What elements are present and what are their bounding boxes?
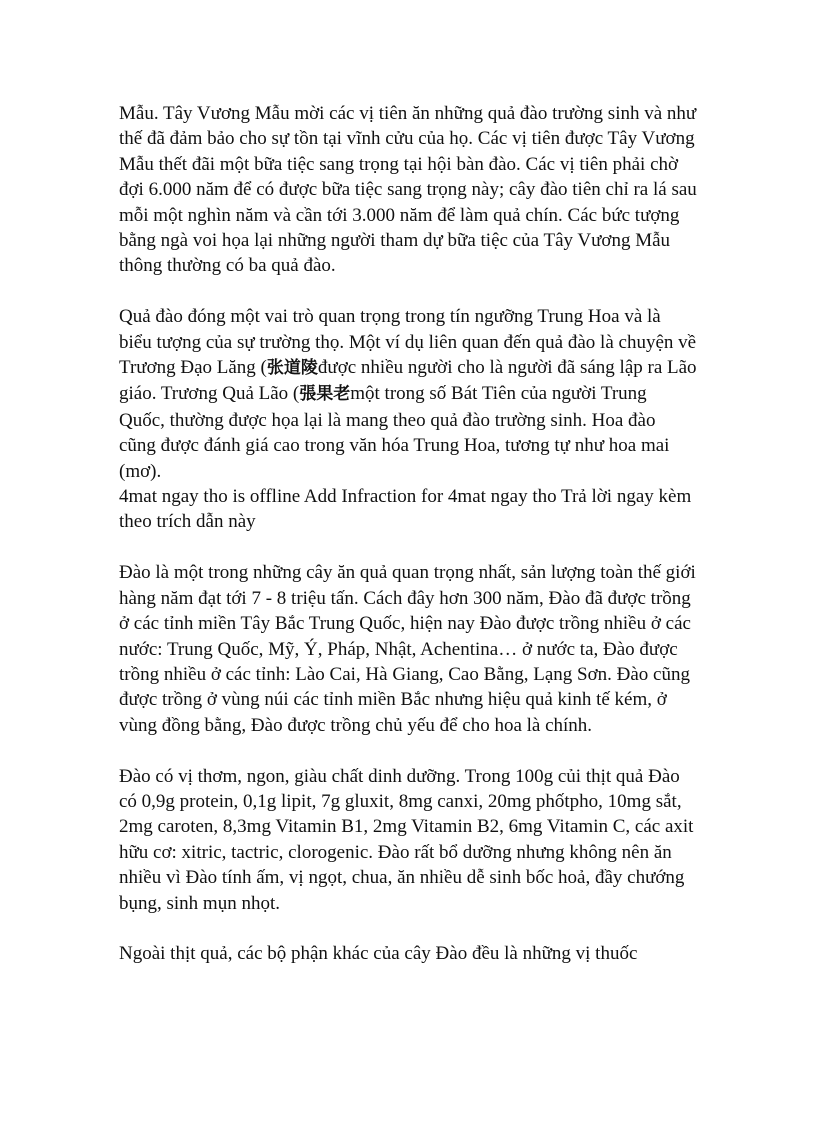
chinese-name-truong-qua-lao: 張果老 bbox=[299, 384, 351, 405]
paragraph-text-segment: được nhiều người cho là người đã sáng lập ra Lão giáo. Trương Quả Lão ( bbox=[119, 357, 697, 405]
paragraph-spacer bbox=[119, 535, 697, 560]
document-body bbox=[119, 101, 697, 967]
paragraph-text-segment: Quả đào đóng một vai trò quan trọng trong tín ngưỡng Trung Hoa và là biểu tượng của sự trường thọ. Một ví dụ liên quan đến quả đào là chuyện về Trương Đạo Lăng ( bbox=[119, 306, 697, 379]
paragraph-tay-vuong-mau: Mẫu. Tây Vương Mẫu mời các vị tiên ăn những quả đào trường sinh và như thế đã đảm bảo cho sự tồn tại vĩnh cửu của họ. Các vị tiên được Tây Vương Mẫu thết đãi một bữa tiệc sang trọng tại hội bàn đào. Các vị tiên phải chờ đợi 6.000 năm để có được bữa tiệc sang trọng này; cây đào tiên chỉ ra lá sau mỗi một nghìn năm và cần tới 3.000 năm để làm quả chín. Các bức tượng bằng ngà voi họa lại những người tham dự bữa tiệc của Tây Vương Mẫu thông thường có ba quả đào. bbox=[119, 103, 697, 277]
chinese-name-truong-dao-lang: 张道陵 bbox=[266, 358, 318, 379]
forum-post-footer: 4mat ngay tho is offline Add Infraction for 4mat ngay tho Trả lời ngay kèm theo trích dẫn này bbox=[119, 486, 692, 533]
paragraph-peach-cultivation: Đào là một trong những cây ăn quả quan trọng nhất, sản lượng toàn thế giới hàng năm đạt tới 7 - 8 triệu tấn. Cách đây hơn 300 năm, Đào đã được trồng ở các tỉnh miền Tây Bắc Trung Quốc, hiện nay Đào được trồng nhiều ở các nước: Trung Quốc, Mỹ, Ý, Pháp, Nhật, Achentina… ở nước ta, Đào được trồng nhiều ở các tỉnh: Lào Cai, Hà Giang, Cao Bằng, Lạng Sơn. Đào cũng được trồng ở vùng núi các tỉnh miền Bắc nhưng hiệu quả kinh tế kém, ở vùng đồng bằng, Đào được trồng chủ yếu để cho hoa là chính. bbox=[119, 562, 696, 736]
paragraph-text-segment: một trong số Bát Tiên của người Trung Quốc, thường được họa lại là mang theo quả đào trường sinh. Hoa đào cũng được đánh giá cao trong văn hóa Trung Hoa, tương tự như hoa mai (mơ). bbox=[119, 383, 670, 482]
paragraph-spacer bbox=[119, 916, 697, 941]
paragraph-spacer bbox=[119, 279, 697, 304]
paragraph-peach-nutrition: Đào có vị thơm, ngon, giàu chất dinh dưỡng. Trong 100g củi thịt quả Đào có 0,9g protein, 0,1g lipit, 7g gluxit, 8mg canxi, 20mg phốtpho, 10mg sắt, 2mg caroten, 8,3mg Vitamin B1, 2mg Vitamin B2, 6mg Vitamin C, các axit hữu cơ: xitric, tactric, clorogenic. Đào rất bổ dưỡng nhưng không nên ăn nhiều vì Đào tính ấm, vị ngọt, chua, ăn nhiều dễ sinh bốc hoả, đầy chướng bụng, sinh mụn nhọt. bbox=[119, 765, 694, 914]
paragraph-spacer bbox=[119, 738, 697, 763]
paragraph-peach-medicine: Ngoài thịt quả, các bộ phận khác của cây Đào đều là những vị thuốc bbox=[119, 943, 638, 965]
paragraph-peach-symbolism bbox=[119, 304, 697, 484]
